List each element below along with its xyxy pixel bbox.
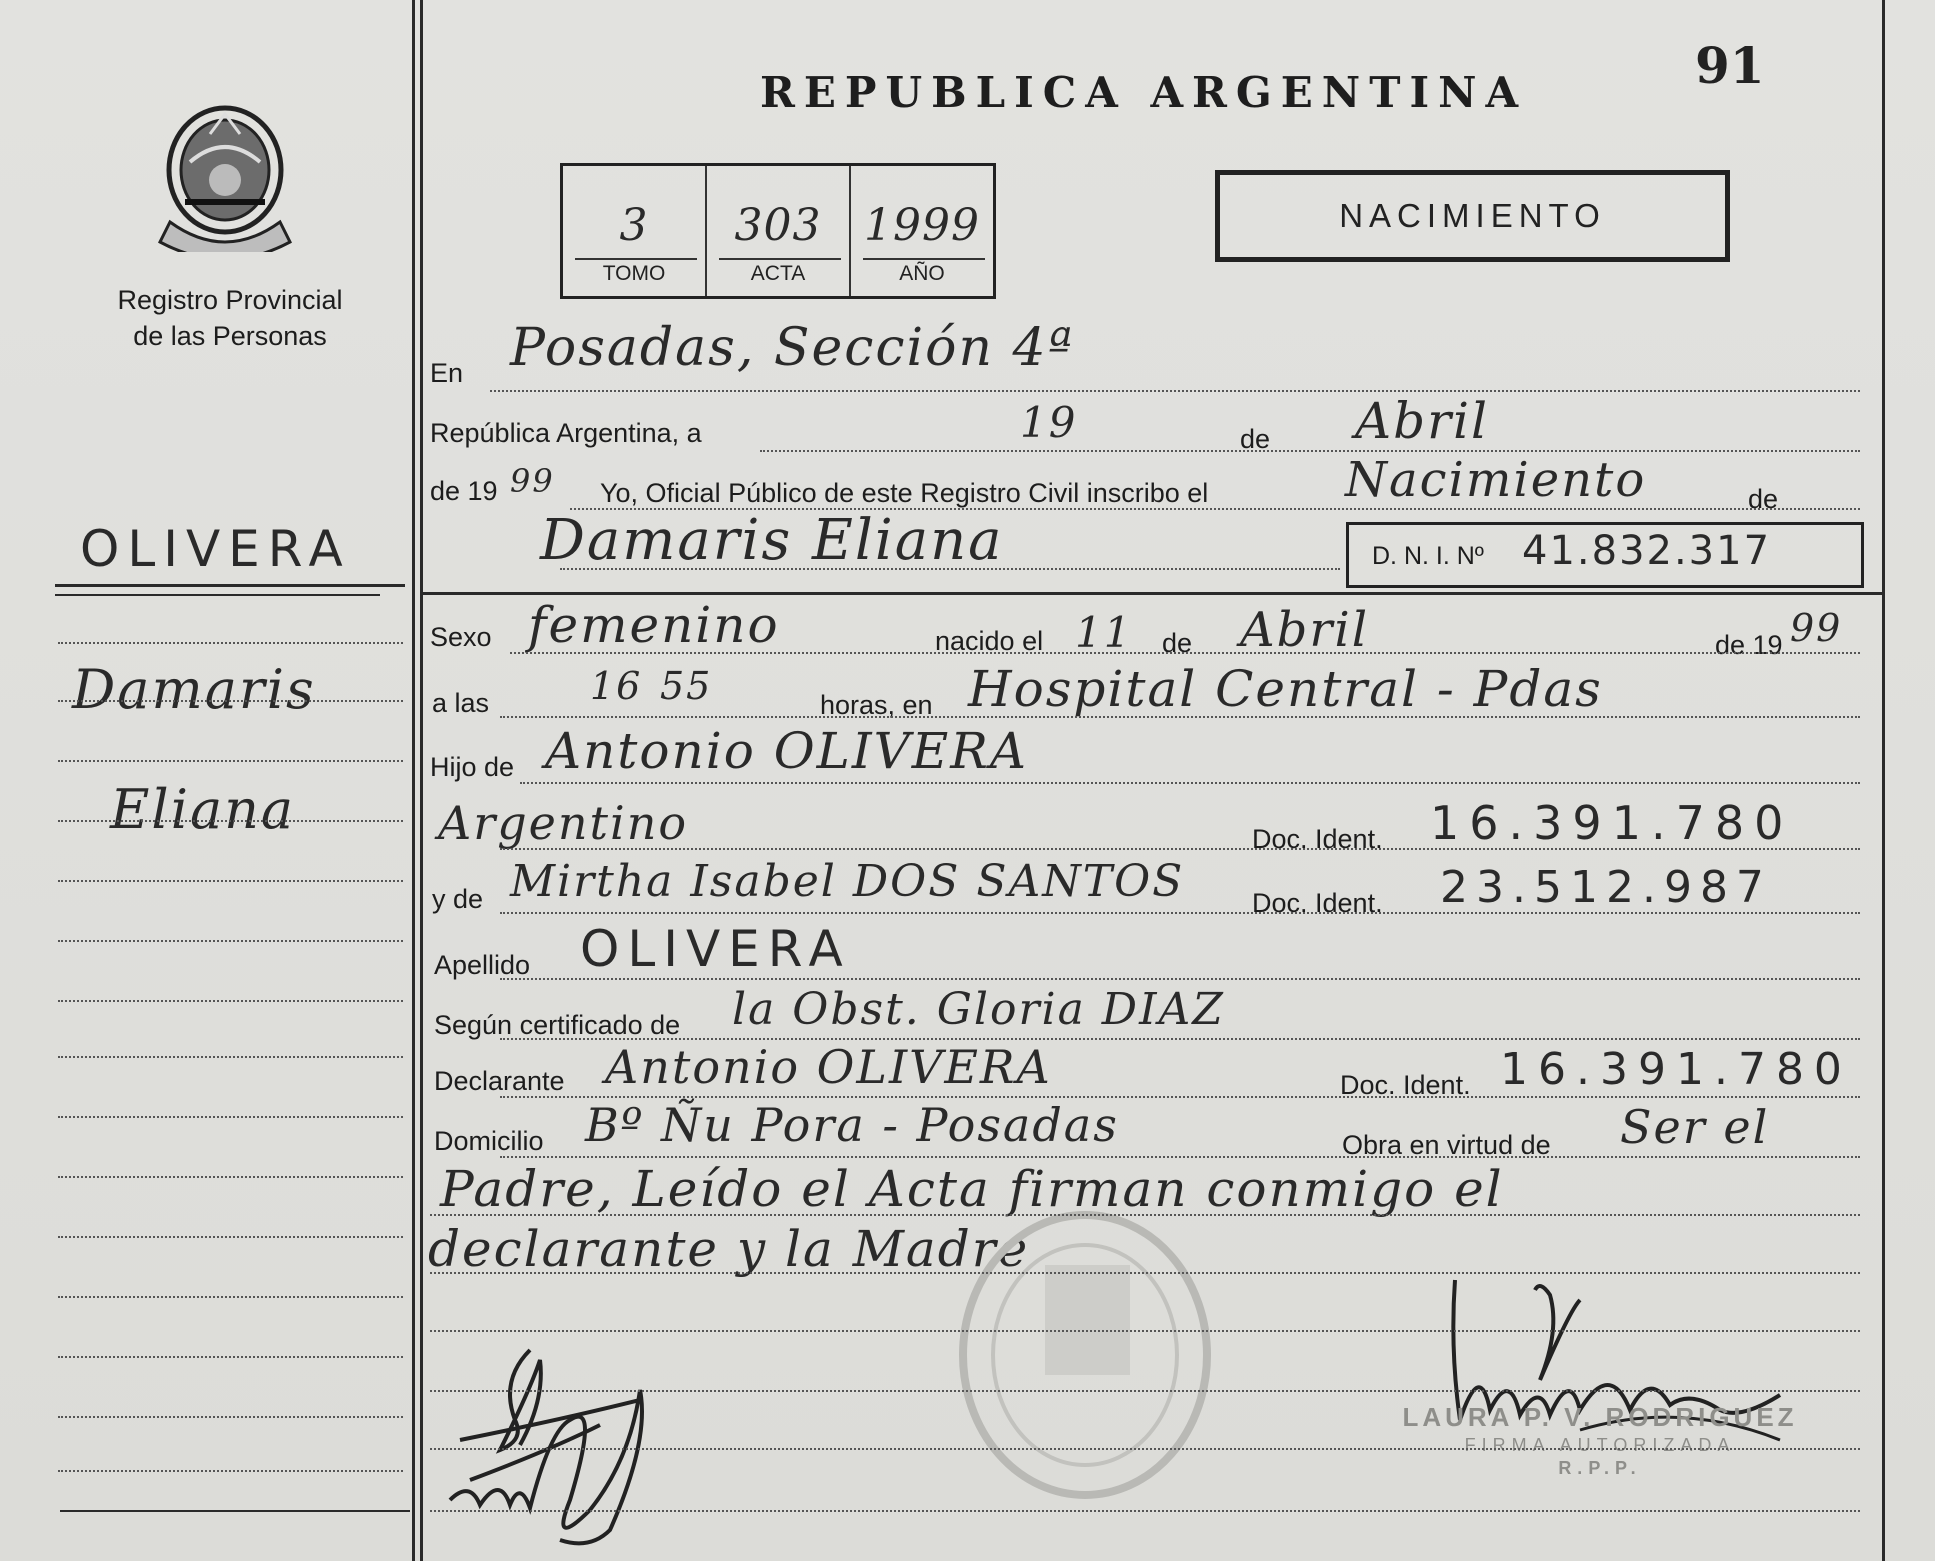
margin-rule xyxy=(58,1176,403,1178)
registry-stamp-icon xyxy=(950,1205,1220,1505)
apellido-value: OLIVERA xyxy=(580,920,851,978)
form-rule xyxy=(560,568,1340,570)
mother-doc: 23.512.987 xyxy=(1440,862,1772,913)
ano-value: 1999 xyxy=(864,200,980,251)
form-rule xyxy=(430,1448,1860,1450)
official-stamp-role: FIRMA AUTORIZADA xyxy=(1464,1435,1736,1455)
event-value: Nacimiento xyxy=(1345,452,1647,508)
provincial-seal-icon xyxy=(150,92,300,252)
en-label: En xyxy=(430,358,464,388)
margin-rule xyxy=(58,642,403,644)
year-prefix: de 19 xyxy=(430,476,498,506)
margin-rule xyxy=(58,820,403,822)
domicilio-label: Domicilio xyxy=(434,1126,544,1156)
agency-line-2: de las Personas xyxy=(133,321,327,351)
form-rule xyxy=(430,1214,1860,1216)
margin-rule xyxy=(58,1470,403,1472)
registry-box xyxy=(560,163,996,299)
birth-year-suffix: 99 xyxy=(1790,606,1843,650)
republica-label: República Argentina, a xyxy=(430,418,702,448)
declarant-signature-icon xyxy=(440,1330,700,1550)
form-rule xyxy=(430,1272,1860,1274)
margin-rule xyxy=(58,700,403,702)
father-nationality: Argentino xyxy=(438,796,689,850)
margin-surname: OLIVERA xyxy=(80,520,351,578)
margin-bottom-line xyxy=(60,1510,410,1512)
declarante-doc-label: Doc. Ident. xyxy=(1340,1070,1471,1100)
observation-line-2: declarante y la Madre xyxy=(428,1220,1030,1278)
record-type: NACIMIENTO xyxy=(1339,197,1606,234)
hijo-label: Hijo de xyxy=(430,752,515,782)
obra-value: Ser el xyxy=(1620,1100,1770,1154)
day-value: 19 xyxy=(1020,398,1078,447)
mother-name: Mirtha Isabel DOS SANTOS xyxy=(510,856,1185,907)
form-rule xyxy=(490,390,1860,392)
mother-doc-label: Doc. Ident. xyxy=(1252,888,1383,918)
margin-rule xyxy=(58,880,403,882)
child-name: Damaris Eliana xyxy=(540,508,1004,573)
form-rule xyxy=(760,450,1860,452)
agency-line-1: Registro Provincial xyxy=(117,285,343,315)
margin-name-2: Eliana xyxy=(110,778,296,841)
acta-label: ACTA xyxy=(750,262,806,285)
observation-line-1: Padre, Leído el Acta firman conmigo el xyxy=(440,1160,1504,1218)
horas-label: horas, en xyxy=(820,690,933,720)
sexo-value: femenino xyxy=(528,596,780,654)
a-las-label: a las xyxy=(432,688,490,718)
form-rule xyxy=(500,1156,1860,1158)
father-doc: 16.391.780 xyxy=(1430,796,1794,850)
dni-value: 41.832.317 xyxy=(1522,528,1772,574)
year-suffix: 99 xyxy=(510,462,555,500)
ano-label: AÑO xyxy=(899,262,945,285)
page-title: REPUBLICA ARGENTINA xyxy=(760,68,1528,117)
hour-value: 16 xyxy=(590,664,643,708)
margin-surname-underline xyxy=(55,584,405,587)
record-type-box xyxy=(1215,170,1730,262)
section-divider xyxy=(420,592,1882,595)
tomo-cell xyxy=(563,166,707,296)
acta-value: 303 xyxy=(734,200,822,251)
form-rule xyxy=(500,1096,1860,1098)
margin-rule xyxy=(58,760,403,762)
margin-surname-underline-2 xyxy=(55,594,380,596)
sexo-label: Sexo xyxy=(430,622,492,652)
de-label: de xyxy=(1240,424,1271,454)
segun-label: Según certificado de xyxy=(434,1010,681,1040)
minute-value: 55 xyxy=(660,664,713,708)
certificado-value: la Obst. Gloria DIAZ xyxy=(732,984,1225,1035)
birth-month: Abril xyxy=(1240,602,1370,658)
margin-rule xyxy=(58,1416,403,1418)
form-rule xyxy=(500,978,1860,980)
margin-rule xyxy=(58,1000,403,1002)
official-stamp-unit: R.P.P. xyxy=(1558,1458,1642,1478)
form-rule xyxy=(430,1510,1860,1512)
form-rule xyxy=(570,508,1860,510)
birth-day: 11 xyxy=(1075,608,1133,657)
de-label-2: de xyxy=(1162,628,1193,658)
de-after-event: de xyxy=(1748,484,1779,514)
margin-rule xyxy=(58,1236,403,1238)
left-column-divider xyxy=(412,0,415,1561)
form-rule xyxy=(500,1038,1860,1040)
place-value: Posadas, Sección 4ª xyxy=(510,318,1075,378)
nacido-label: nacido el xyxy=(935,626,1044,656)
official-stamp-name: LAURA P. V. RODRIGUEZ xyxy=(1402,1402,1798,1432)
father-name: Antonio OLIVERA xyxy=(545,722,1029,780)
form-right-border xyxy=(1882,0,1885,1561)
margin-rule xyxy=(58,1356,403,1358)
form-rule xyxy=(500,912,1860,914)
declarante-label: Declarante xyxy=(434,1066,565,1096)
ano-cell xyxy=(851,166,993,296)
yo-text: Yo, Oficial Público de este Registro Civil inscribo el xyxy=(600,478,1209,508)
margin-rule xyxy=(58,1296,403,1298)
form-rule xyxy=(430,1330,1860,1332)
form-rule xyxy=(520,782,1860,784)
margin-name-1: Damaris xyxy=(72,658,316,721)
page-number: 91 xyxy=(1695,36,1765,95)
tomo-label: TOMO xyxy=(602,262,666,285)
acta-cell xyxy=(707,166,851,296)
declarante-doc: 16.391.780 xyxy=(1500,1044,1852,1095)
tomo-value: 3 xyxy=(619,200,649,251)
margin-rule xyxy=(58,940,403,942)
domicilio-value: Bº Ñu Pora - Posadas xyxy=(585,1098,1119,1152)
birth-year-prefix: de 19 xyxy=(1715,630,1783,660)
margin-rule xyxy=(58,1116,403,1118)
birth-place: Hospital Central - Pdas xyxy=(968,660,1603,718)
form-rule xyxy=(500,716,1860,718)
margin-rule xyxy=(58,1056,403,1058)
dni-label: D. N. I. Nº xyxy=(1372,542,1484,570)
month-value: Abril xyxy=(1355,392,1489,450)
apellido-label: Apellido xyxy=(434,950,531,980)
father-doc-label: Doc. Ident. xyxy=(1252,824,1383,854)
official-stamp xyxy=(1390,1402,1810,1479)
obra-label: Obra en virtud de xyxy=(1342,1130,1551,1160)
form-rule xyxy=(500,848,1860,850)
form-left-border xyxy=(420,0,423,1561)
agency-name xyxy=(80,282,380,354)
form-rule xyxy=(430,1390,1860,1392)
form-rule xyxy=(510,652,1860,654)
y-de-label: y de xyxy=(432,884,484,914)
declarante-value: Antonio OLIVERA xyxy=(605,1040,1052,1094)
